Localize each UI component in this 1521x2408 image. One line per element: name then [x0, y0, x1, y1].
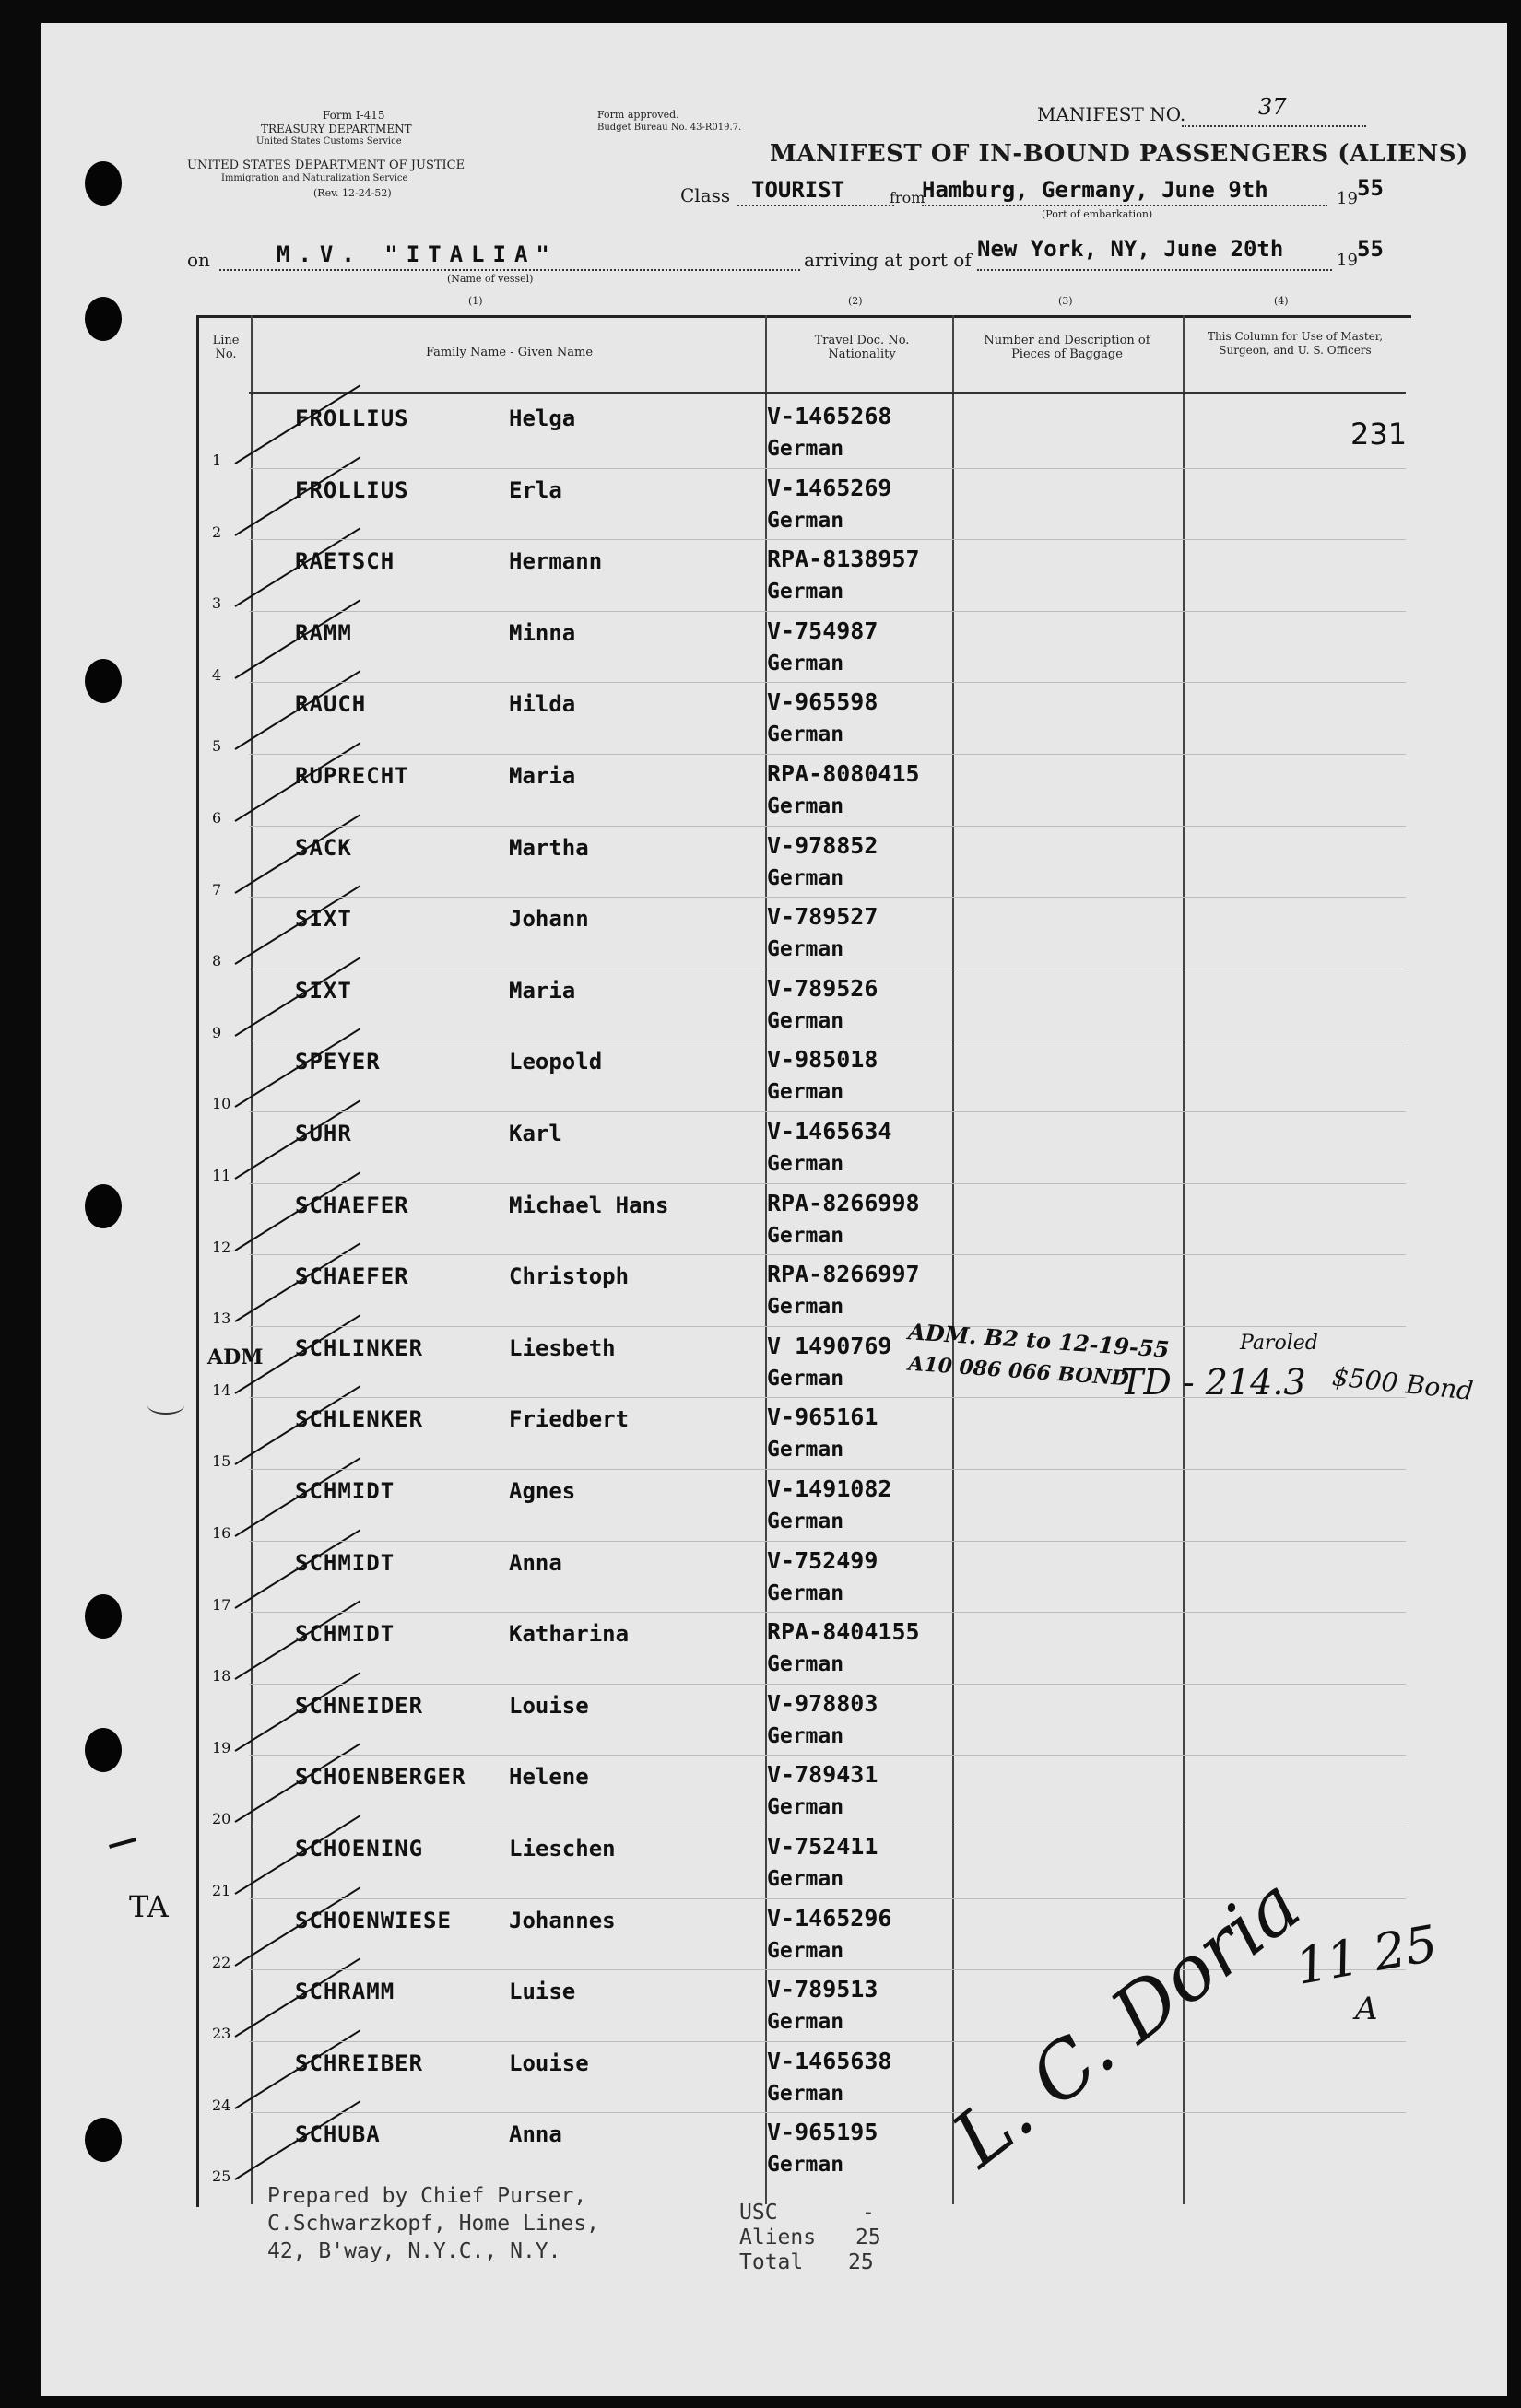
passenger-family-name: SACK [295, 834, 352, 861]
passenger-travel-doc: V-1491082 [767, 1475, 892, 1502]
td-note: TD - 214.3 [1120, 1362, 1306, 1403]
vessel-note: (Name of vessel) [447, 273, 534, 285]
passenger-family-name: SPEYER [295, 1049, 381, 1075]
line-number: 25 [212, 2167, 231, 2186]
binder-hole [85, 161, 122, 206]
passenger-nationality: German [767, 508, 844, 533]
passenger-nationality: German [767, 1580, 844, 1605]
passenger-family-name: SCHOENING [295, 1836, 424, 1862]
passenger-nationality: German [767, 794, 844, 818]
passenger-nationality: German [767, 1223, 844, 1248]
passenger-nationality: German [767, 2081, 844, 2106]
passenger-nationality: German [767, 1938, 844, 1963]
passenger-travel-doc: RPA-8266998 [767, 1189, 920, 1216]
passenger-family-name: SUHR [295, 1121, 352, 1146]
passenger-family-name: SIXT [295, 977, 352, 1004]
bond-amount-note: $500 Bond [1330, 1361, 1475, 1406]
passenger-given-name: Minna [509, 619, 576, 646]
revision-label: (Rev. 12-24-52) [313, 187, 392, 199]
passenger-nationality: German [767, 1723, 844, 1748]
passenger-given-name: Karl [509, 1121, 562, 1146]
passenger-nationality: German [767, 1008, 844, 1033]
row-separator [249, 1612, 1406, 1613]
year-arrive: 55 [1357, 236, 1384, 262]
passenger-travel-doc: V-789526 [767, 974, 878, 1002]
passenger-nationality: German [767, 937, 844, 962]
passenger-family-name: SCHOENBERGER [295, 1764, 466, 1791]
arriving-value: New York, NY, June 20th [977, 236, 1284, 262]
line-number: 18 [212, 1667, 231, 1686]
passenger-nationality: German [767, 651, 844, 675]
col-marker-4: (4) [1274, 295, 1289, 307]
signature-suffix: A [1355, 1991, 1378, 2027]
line-number: 13 [212, 1310, 231, 1328]
line-number: 14 [212, 1380, 231, 1399]
passenger-travel-doc: RPA-8404155 [767, 1618, 920, 1646]
passenger-travel-doc: V-1465634 [767, 1118, 892, 1145]
passenger-given-name: Hermann [509, 548, 603, 575]
treasury-label: TREASURY DEPARTMENT [261, 123, 412, 135]
line-number: 23 [212, 2025, 231, 2043]
paroled-note: Paroled [1240, 1332, 1318, 1355]
passenger-family-name: SCHMIDT [295, 1478, 395, 1504]
customs-label: United States Customs Service [256, 136, 402, 147]
passenger-travel-doc: V-752499 [767, 1546, 878, 1574]
line-number: 1 [212, 452, 222, 469]
binder-hole [85, 1728, 122, 1772]
passenger-travel-doc: V-752411 [767, 1833, 878, 1860]
passenger-family-name: SCHMIDT [295, 1621, 395, 1648]
passenger-travel-doc: V-754987 [767, 617, 878, 644]
prepared-by-line-1: Prepared by Chief Purser, [267, 2184, 587, 2208]
passenger-nationality: German [767, 580, 844, 605]
passenger-travel-doc: V 1490769 [767, 1332, 892, 1359]
binder-hole [85, 2118, 122, 2162]
passenger-family-name: SIXT [295, 906, 352, 933]
aliens-value: 25 [855, 2226, 881, 2249]
class-value: TOURIST [751, 177, 845, 203]
passenger-family-name: FROLLIUS [295, 476, 409, 503]
passenger-nationality: German [767, 1509, 844, 1533]
row-separator [249, 611, 1406, 612]
passenger-travel-doc: RPA-8080415 [767, 760, 920, 787]
vessel-line [219, 269, 800, 271]
ins-label: Immigration and Naturalization Service [221, 173, 408, 183]
passenger-family-name: RAETSCH [295, 548, 395, 575]
year-from: 55 [1357, 175, 1384, 201]
line-number: 11 [212, 1167, 231, 1184]
row-separator [249, 2112, 1406, 2113]
passenger-given-name: Luise [509, 1979, 576, 2005]
budget-bureau: Budget Bureau No. 43-R019.7. [597, 123, 742, 133]
passenger-travel-doc: V-965598 [767, 688, 878, 716]
bond-number-note: A10 086 066 BOND [907, 1351, 1130, 1392]
inspector-signature: L. C. Doria [937, 1861, 1317, 2184]
passenger-nationality: German [767, 437, 844, 461]
passenger-family-name: SCHREIBER [295, 2050, 424, 2076]
col-marker-3: (3) [1058, 295, 1073, 307]
passenger-family-name: SCHUBA [295, 2121, 381, 2148]
prepared-by-line-2: C.Schwarzkopf, Home Lines, [267, 2212, 600, 2236]
prepared-by-line-3: 42, B'way, N.Y.C., N.Y. [267, 2239, 561, 2263]
arriving-label: arriving at port of [804, 249, 972, 271]
passenger-travel-doc: RPA-8266997 [767, 1261, 920, 1288]
passenger-family-name: SCHMIDT [295, 1549, 395, 1576]
passenger-travel-doc: V-1465296 [767, 1904, 892, 1932]
class-label: Class [680, 184, 731, 206]
binder-hole [85, 297, 122, 341]
row-separator [249, 1326, 1406, 1327]
passenger-nationality: German [767, 722, 844, 747]
form-approved: Form approved. [597, 109, 679, 121]
passenger-family-name: SCHLINKER [295, 1334, 424, 1361]
header-travel-doc: Travel Doc. No. Nationality [814, 334, 910, 361]
line-number: 15 [212, 1452, 231, 1471]
line-number: 4 [212, 665, 222, 684]
passenger-family-name: SCHAEFER [295, 1263, 409, 1290]
passenger-given-name: Leopold [509, 1049, 603, 1075]
manifest-number: 37 [1258, 94, 1287, 120]
passenger-given-name: Michael Hans [509, 1192, 669, 1218]
admission-note: ADM. B2 to 12-19-55 [907, 1318, 1171, 1363]
from-label: from [890, 189, 926, 206]
passenger-nationality: German [767, 1795, 844, 1820]
row-separator [249, 468, 1406, 469]
passenger-given-name: Martha [509, 834, 589, 861]
line-number: 12 [212, 1238, 231, 1256]
row-separator [249, 897, 1406, 898]
line-number: 8 [212, 952, 222, 970]
line-number: 7 [212, 880, 222, 899]
passenger-nationality: German [767, 865, 844, 890]
header-separator [249, 392, 1406, 394]
line-number: 17 [212, 1595, 231, 1614]
passenger-nationality: German [767, 1366, 844, 1391]
passenger-given-name: Anna [509, 2121, 562, 2148]
officer-column-number: 231 [1350, 417, 1408, 452]
total-value: 25 [848, 2250, 874, 2274]
passenger-travel-doc: V-789513 [767, 1976, 878, 2003]
passenger-travel-doc: RPA-8138957 [767, 546, 920, 573]
passenger-nationality: German [767, 1652, 844, 1677]
col-divider-doc [952, 315, 954, 2204]
passenger-given-name: Erla [509, 476, 562, 503]
row-separator [249, 1541, 1406, 1542]
passenger-given-name: Liesbeth [509, 1334, 616, 1361]
passenger-given-name: Katharina [509, 1621, 630, 1648]
col-marker-2: (2) [848, 295, 863, 307]
aliens-label: Aliens [739, 2226, 817, 2249]
passenger-given-name: Maria [509, 763, 576, 789]
passenger-given-name: Helga [509, 405, 576, 431]
line-number: 21 [212, 1882, 231, 1899]
arriving-line [977, 269, 1332, 271]
class-line [737, 205, 894, 206]
year-prefix-arrive: 19 [1337, 251, 1358, 270]
header-line-no: Line No. [212, 334, 240, 361]
line-number: 6 [212, 809, 222, 827]
adm-stamp: ADM [207, 1345, 264, 1369]
passenger-travel-doc: V-789527 [767, 903, 878, 931]
passenger-given-name: Agnes [509, 1478, 576, 1504]
passenger-given-name: Louise [509, 1692, 589, 1719]
usc-label: USC [739, 2201, 778, 2225]
passenger-nationality: German [767, 2153, 844, 2178]
passenger-nationality: German [767, 1438, 844, 1462]
row-separator [249, 1111, 1406, 1112]
passenger-nationality: German [767, 1295, 844, 1320]
passenger-travel-doc: V-965161 [767, 1404, 878, 1431]
row-separator [249, 754, 1406, 755]
line-number: 2 [212, 523, 222, 541]
left-margin-ta: TA [129, 1889, 169, 1924]
passenger-family-name: SCHNEIDER [295, 1692, 424, 1719]
justice-label: UNITED STATES DEPARTMENT OF JUSTICE [187, 159, 466, 172]
from-value: Hamburg, Germany, June 9th [922, 177, 1268, 203]
passenger-travel-doc: V-789431 [767, 1761, 878, 1789]
vessel-name: M.V. "ITALIA" [277, 241, 558, 267]
line-number: 19 [212, 1738, 231, 1756]
line-number: 16 [212, 1524, 231, 1542]
total-label: Total [739, 2250, 804, 2274]
passenger-family-name: RAMM [295, 619, 352, 646]
passenger-nationality: German [767, 1867, 844, 1891]
passenger-nationality: German [767, 2010, 844, 2035]
passenger-given-name: Friedbert [509, 1406, 630, 1433]
passenger-travel-doc: V-985018 [767, 1046, 878, 1074]
passenger-given-name: Louise [509, 2050, 589, 2076]
row-separator [249, 1755, 1406, 1756]
passenger-travel-doc: V-965195 [767, 2119, 878, 2146]
left-margin-mark [147, 1396, 184, 1415]
passenger-family-name: SCHAEFER [295, 1192, 409, 1218]
from-line [922, 205, 1327, 206]
col-divider-line [251, 315, 253, 2204]
usc-value: - [862, 2201, 875, 2225]
passenger-given-name: Maria [509, 977, 576, 1004]
port-embarkation-note: (Port of embarkation) [1042, 208, 1153, 220]
passenger-family-name: SCHLENKER [295, 1406, 424, 1433]
form-number: Form I-415 [323, 109, 385, 122]
line-number: 22 [212, 1953, 231, 1971]
passenger-travel-doc: V-1465269 [767, 474, 892, 501]
passenger-given-name: Anna [509, 1549, 562, 1576]
row-separator [249, 826, 1406, 827]
passenger-given-name: Johann [509, 906, 589, 933]
passenger-given-name: Lieschen [509, 1836, 616, 1862]
line-number: 3 [212, 594, 222, 613]
col-marker-1: (1) [468, 295, 483, 307]
passenger-given-name: Helene [509, 1764, 589, 1791]
passenger-family-name: SCHRAMM [295, 1979, 395, 2005]
manifest-no-line [1182, 125, 1366, 127]
line-number: 5 [212, 737, 222, 756]
row-separator [249, 1469, 1406, 1470]
passenger-travel-doc: V-978803 [767, 1689, 878, 1717]
binder-hole [85, 1184, 122, 1228]
passenger-nationality: German [767, 1152, 844, 1176]
passenger-nationality: German [767, 1080, 844, 1105]
year-prefix-from: 19 [1337, 189, 1358, 208]
row-separator [249, 1684, 1406, 1685]
header-baggage: Number and Description of Pieces of Baggage [984, 334, 1150, 361]
row-separator [249, 1254, 1406, 1255]
row-separator [249, 2041, 1406, 2042]
row-separator [249, 1183, 1406, 1184]
line-number: 9 [212, 1023, 222, 1041]
line-number: 10 [212, 1095, 231, 1113]
passenger-family-name: FROLLIUS [295, 405, 409, 431]
passenger-family-name: SCHOENWIESE [295, 1907, 452, 1933]
manifest-title: MANIFEST OF IN-BOUND PASSENGERS (ALIENS) [770, 140, 1468, 168]
passenger-family-name: RAUCH [295, 691, 367, 718]
passenger-given-name: Johannes [509, 1907, 616, 1933]
binder-hole [85, 1594, 122, 1639]
row-separator [249, 682, 1406, 683]
binder-hole [85, 659, 122, 703]
passenger-travel-doc: V-978852 [767, 831, 878, 859]
on-label: on [187, 249, 210, 271]
row-separator [249, 539, 1406, 540]
passenger-travel-doc: V-1465638 [767, 2047, 892, 2074]
passenger-given-name: Christoph [509, 1263, 630, 1290]
manifest-no-label: MANIFEST NO. [1037, 103, 1186, 125]
line-number: 24 [212, 2096, 231, 2114]
signature-number: 11 25 [1291, 1914, 1442, 1996]
passenger-given-name: Hilda [509, 691, 576, 718]
header-officers: This Column for Use of Master, Surgeon, and U. S. Officers [1207, 330, 1384, 357]
header-family-name: Family Name - Given Name [425, 346, 594, 359]
passenger-travel-doc: V-1465268 [767, 403, 892, 429]
line-number: 20 [212, 1810, 231, 1828]
passenger-family-name: RUPRECHT [295, 763, 409, 789]
